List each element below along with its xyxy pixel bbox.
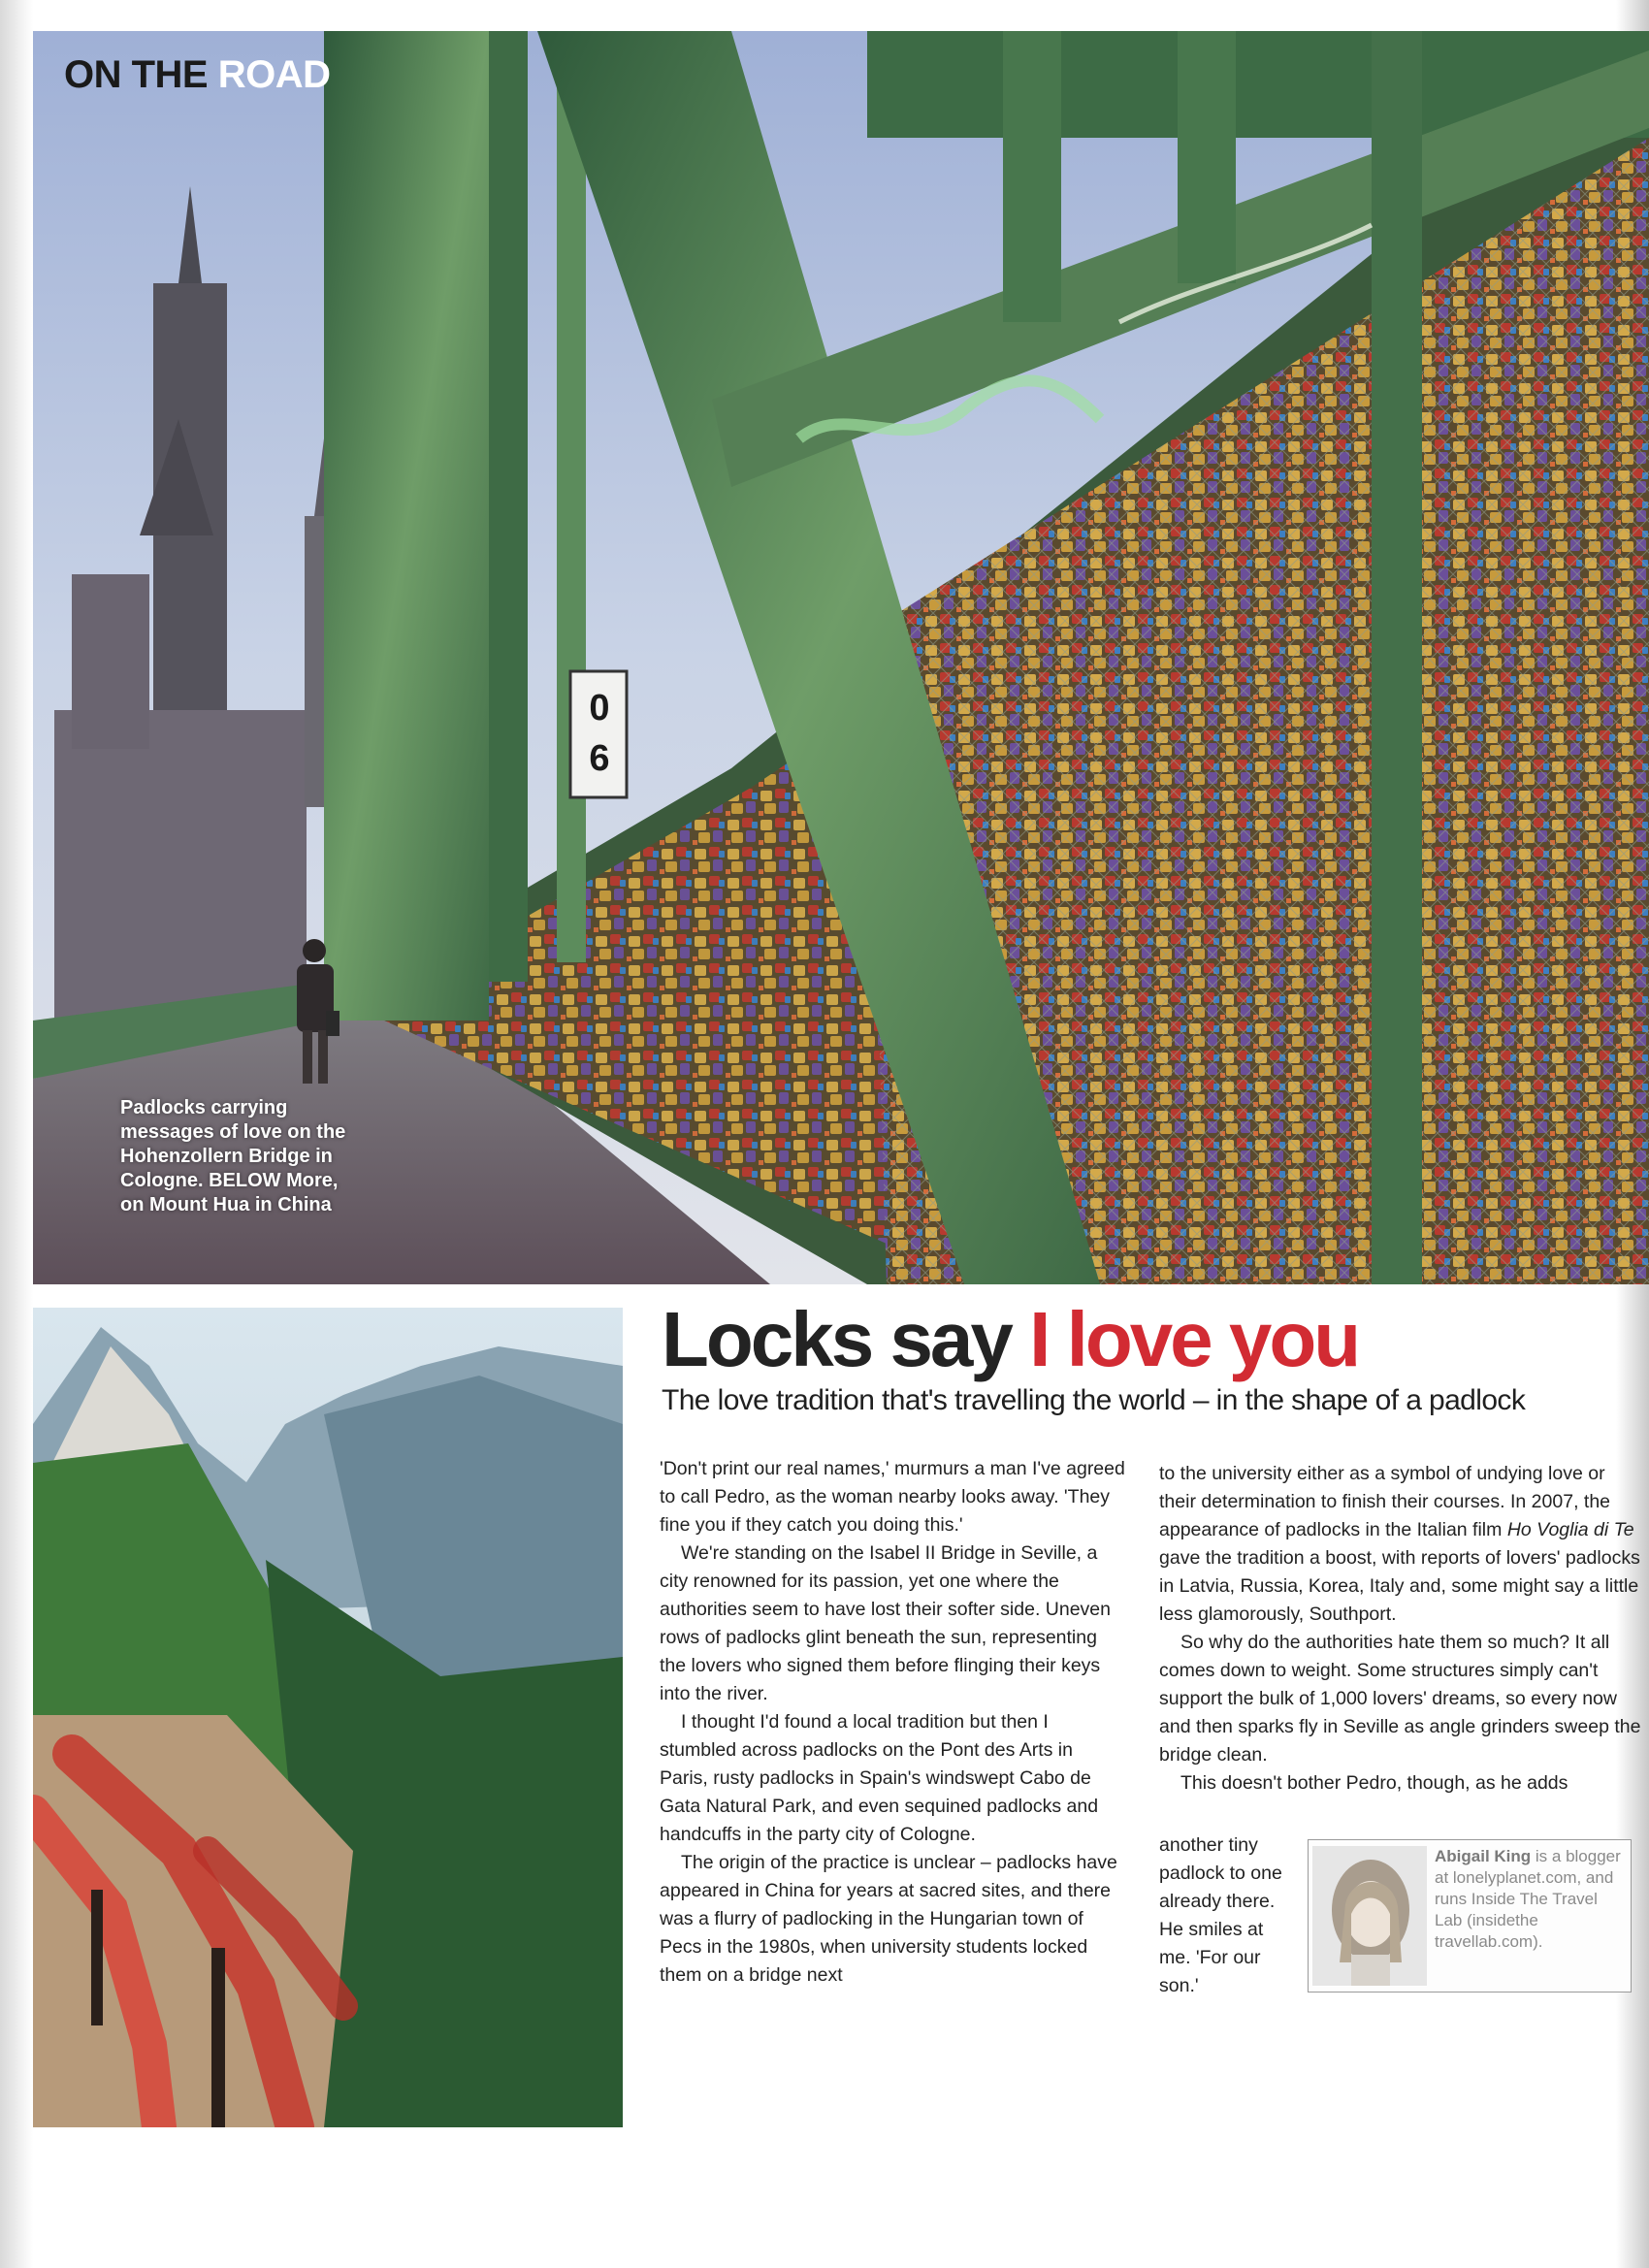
- section-label: [64, 53, 331, 97]
- body-column-1: [660, 1455, 1125, 1990]
- photo-caption: Padlocks carrying messages of love on the Hohenzollern Bridge in Cologne. BELOW More, on Mount Hua in China: [120, 1097, 346, 1215]
- article-standfirst: The love tradition that's travelling the world – in the shape of a padlock: [662, 1384, 1526, 1416]
- paragraph: This doesn't bother Pedro, though, as he adds: [1180, 1772, 1568, 1794]
- author-bio-description: is a blogger at lonelyplanet.com, and runs Inside The Travel Lab (insidethe travellab.com).: [1435, 1847, 1621, 1951]
- article-headline: [662, 1295, 1358, 1384]
- mountain-hua-photo: [33, 1308, 623, 2127]
- film-title: Ho Voglia di Te: [1506, 1519, 1634, 1540]
- paragraph-tail: another tiny padlock to one already there. He smiles at me. 'For our son.': [1159, 1834, 1282, 1996]
- paragraph: 'Don't print our real names,' murmurs a man I've agreed to call Pedro, as the woman nearby looks away. 'They fine you if they catch you doing this.': [660, 1458, 1125, 1536]
- section-label-dark: ON THE: [64, 53, 218, 96]
- author-bio-box: [1308, 1839, 1632, 1993]
- author-bio-text: [1435, 1846, 1629, 1953]
- paragraph-text: to the university either as a symbol of undying love or their determination to finish their courses. In 2007, the appearance of padlocks in the Italian film: [1159, 1463, 1611, 1540]
- paragraph-text: gave the tradition a boost, with reports of lovers' padlocks in Latvia, Russia, Korea, Italy and, some might say a little less glamorously, Southport.: [1159, 1547, 1640, 1625]
- paragraph: I thought I'd found a local tradition but then I stumbled across padlocks on the Pont des Arts in Paris, rusty padlocks in Spain's windswept Cabo de Gata Natural Park, and even sequined padlocks and handcuffs in the party city of Cologne.: [660, 1711, 1099, 1845]
- paragraph: The origin of the practice is unclear – padlocks have appeared in China for years at sacred sites, and there was a flurry of padlocking in the Hungarian town of Pecs in the 1980s, when university students locked them on a bridge next: [660, 1852, 1117, 1986]
- paragraph: So why do the authorities hate them so much? It all comes down to weight. Some structures simply can't support the bulk of 1,000 lovers' dreams, so every now and then sparks fly in Seville as angle grinders sweep the bridge clean.: [1159, 1632, 1641, 1766]
- section-label-accent: ROAD: [217, 53, 331, 96]
- paragraph: [1159, 1460, 1644, 1629]
- author-name: Abigail King: [1435, 1847, 1532, 1865]
- headline-part2: I love you: [1029, 1296, 1359, 1382]
- headline-part1: Locks say: [662, 1296, 1030, 1382]
- page-gutter-shadow-left: [0, 0, 33, 2268]
- km-sign-number: 0 6: [589, 688, 610, 779]
- mountain-illustration: [33, 1308, 623, 2127]
- body-column-2: [1159, 1460, 1644, 1798]
- author-avatar: [1312, 1846, 1427, 1986]
- paragraph: We're standing on the Isabel II Bridge in Seville, a city renowned for its passion, yet one where the authorities seem to have lost their softer side. Uneven rows of padlocks glint beneath the sun, representing the lovers who signed them before flinging their keys into the river.: [660, 1542, 1111, 1704]
